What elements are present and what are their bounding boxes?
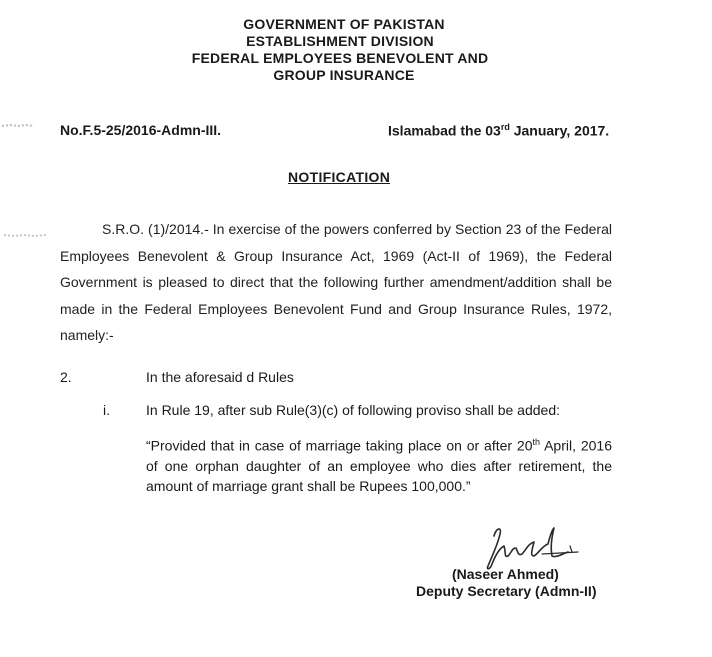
quote-part1: “Provided that in case of marriage taking place on or after 20	[146, 437, 533, 454]
subitem-number-i: i.	[103, 402, 110, 418]
paragraph-sro: S.R.O. (1)/2014.- In exercise of the powers conferred by Section 23 of the Federal Employees Benevolent & Group Insurance Act, 1969 (Act-II of 1969), the Federal Government is pleased to direct that the following further amendment/addition shall be made in the Federal Employees Benevolent Fund and Group Insurance Rules, 1972, namely:-	[60, 221, 612, 343]
reference-date	[388, 122, 609, 139]
item-text-2: In the aforesaid d Rules	[146, 369, 294, 385]
proviso-quote	[146, 432, 612, 496]
scan-smudge-mark	[0, 228, 50, 242]
item-number-2: 2.	[60, 369, 72, 385]
header-division: ESTABLISHMENT DIVISION	[246, 33, 434, 49]
subitem-text-i: In Rule 19, after sub Rule(3)(c) of following proviso shall be added:	[146, 402, 560, 418]
header-fund-line2: GROUP INSURANCE	[273, 67, 415, 83]
letterhead	[150, 16, 530, 84]
notification-title: NOTIFICATION	[288, 169, 391, 185]
quote-part2: April, 2016 of one orphan daughter of an employee who dies after retirement, the amount of marriage grant shall be Rupees 100,000.”	[146, 437, 612, 494]
date-prefix: Islamabad the 03	[388, 122, 501, 139]
reference-number: No.F.5-25/2016-Admn-III.	[60, 122, 222, 138]
scan-smudge-mark	[0, 118, 40, 132]
header-fund-line1: FEDERAL EMPLOYEES BENEVOLENT AND	[191, 50, 489, 66]
handwritten-signature	[478, 522, 582, 572]
signatory-designation: Deputy Secretary (Admn-II)	[416, 583, 597, 599]
signatory-name: (Naseer Ahmed)	[452, 566, 559, 582]
quote-ordinal: th	[532, 437, 541, 447]
header-government: GOVERNMENT OF PAKISTAN	[243, 16, 445, 32]
date-suffix: January, 2017.	[509, 122, 610, 139]
date-ordinal: rd	[500, 122, 510, 132]
